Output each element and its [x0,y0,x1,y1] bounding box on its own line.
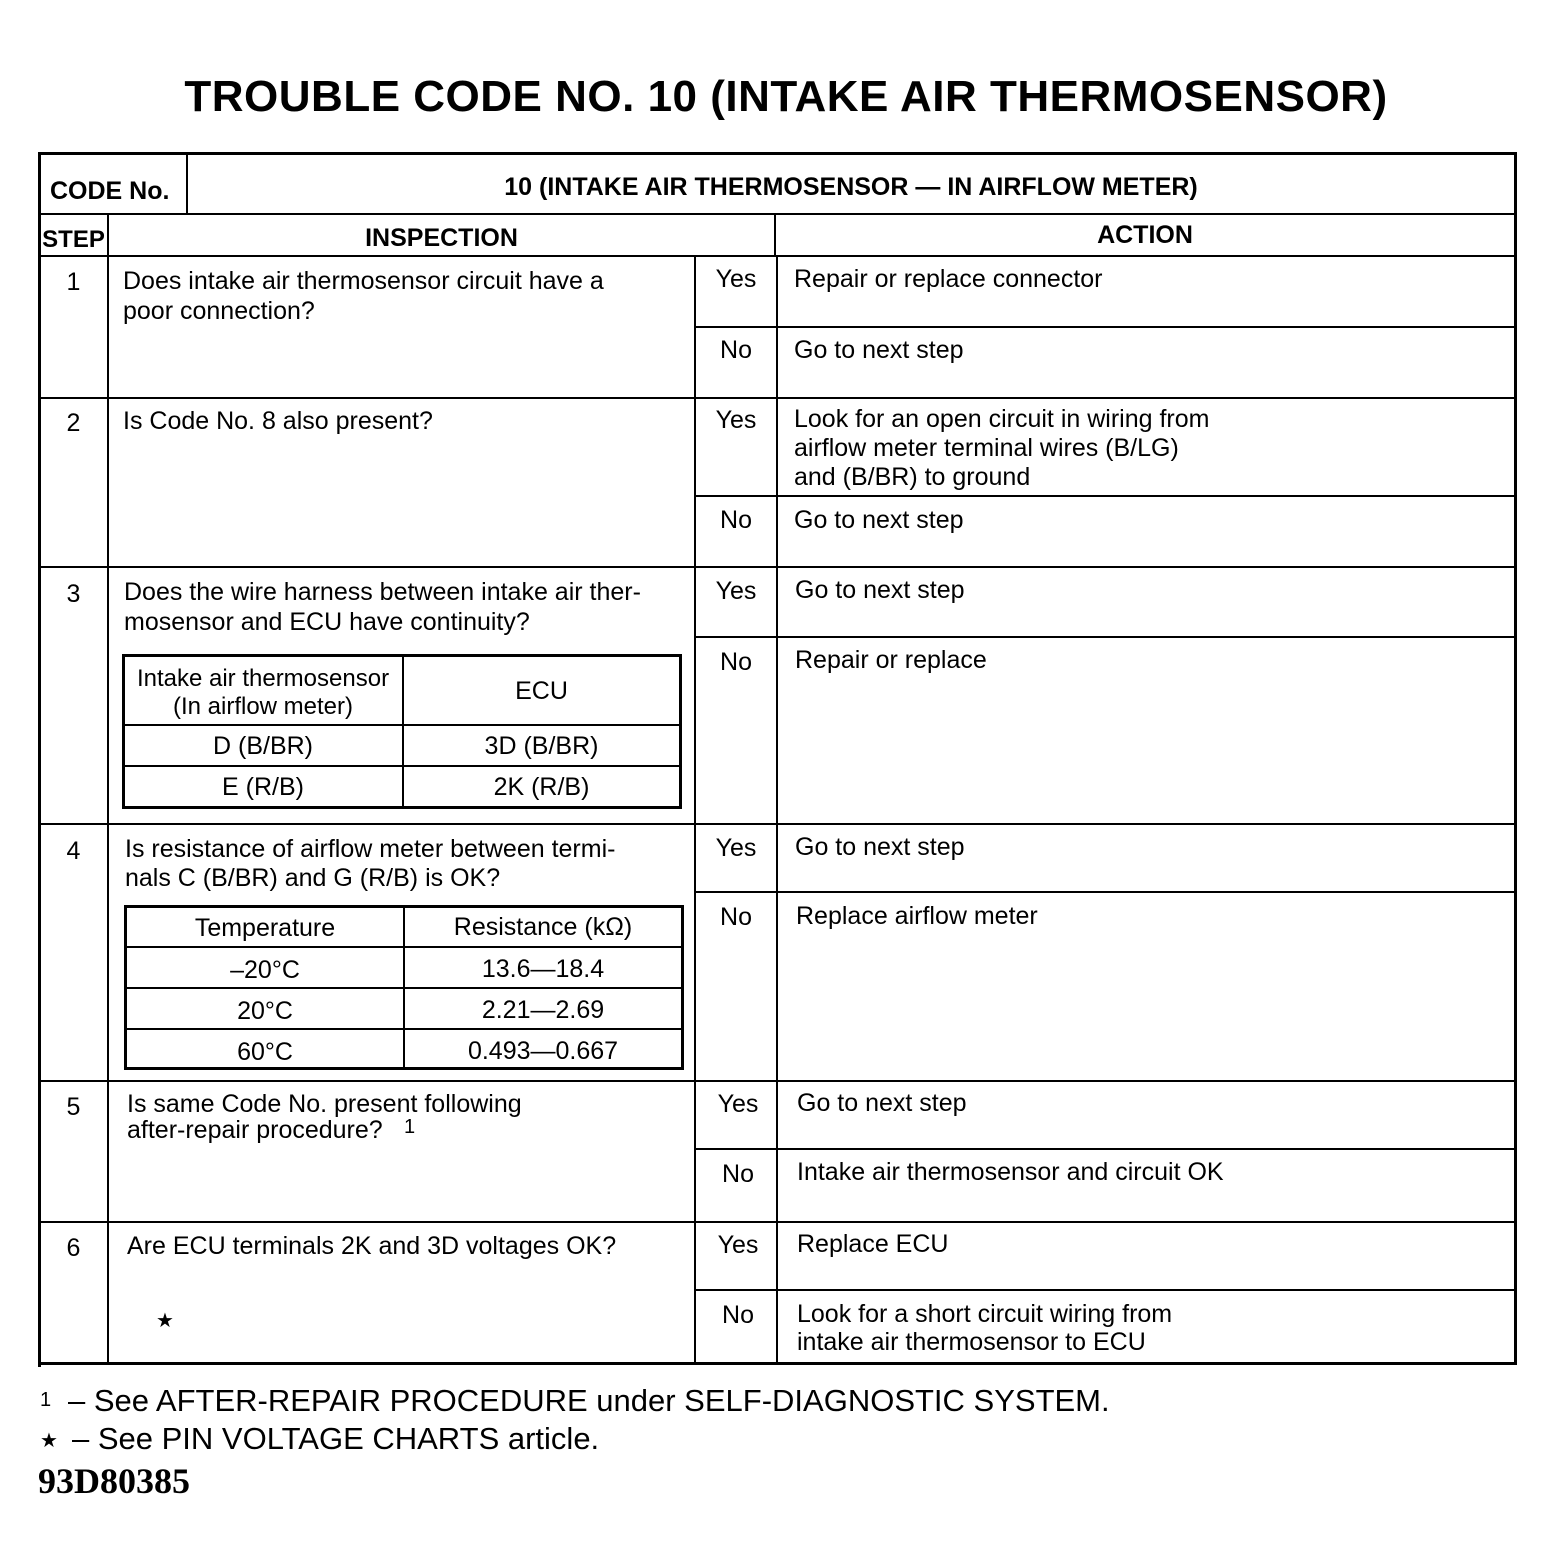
divider [694,326,1516,328]
inspection-question: mosensor and ECU have continuity? [124,608,530,636]
step-number: 5 [66,1093,81,1121]
divider [694,636,1516,638]
footnote-marker: 1 [404,1116,416,1138]
subtable-header: ECU [515,677,568,705]
code-no-value: 10 (INTAKE AIR THERMOSENSOR — IN AIRFLOW METER) [504,173,1198,201]
no-action: Replace airflow meter [796,902,1038,930]
subtable-cell: 20°C [237,997,293,1025]
star-icon: ★ [40,1430,58,1452]
no-label: No [720,336,752,364]
divider [124,987,684,989]
no-action: Intake air thermosensor and circuit OK [797,1158,1224,1186]
yes-label: Yes [715,406,757,434]
divider [38,213,1516,215]
no-action: Go to next step [794,336,964,364]
divider [38,823,1516,825]
yes-label: Yes [717,1231,759,1259]
yes-action: Go to next step [795,833,965,861]
divider [38,397,1516,399]
no-label: No [722,1301,754,1329]
yes-action: Go to next step [797,1089,967,1117]
inspection-question: nals C (B/BR) and G (R/B) is OK? [125,864,501,892]
page-title: TROUBLE CODE NO. 10 (INTAKE AIR THERMOSENSOR) [184,72,1388,121]
divider [38,1080,1516,1082]
no-label: No [720,506,752,534]
inspection-question: Are ECU terminals 2K and 3D voltages OK? [127,1232,617,1260]
divider [694,1289,1516,1291]
subtable-header: Resistance (kΩ) [453,913,633,941]
divider [694,891,1516,893]
step-column-header: STEP [42,226,105,253]
divider [694,1148,1516,1150]
footnote-text: – See AFTER-REPAIR PROCEDURE under SELF-DIAGNOSTIC SYSTEM. [68,1383,1110,1418]
yes-action: and (B/BR) to ground [794,463,1031,491]
divider [122,724,682,726]
document-id: 93D80385 [38,1461,190,1501]
no-action: Look for a short circuit wiring from [797,1300,1173,1328]
subtable-header: Intake air thermosensor [136,665,390,692]
subtable-cell: –20°C [230,956,300,984]
code-no-label: CODE No. [50,177,170,205]
subtable-cell: D (B/BR) [213,732,313,760]
subtable-cell: 3D (B/BR) [484,732,599,760]
subtable-cell: E (R/B) [222,773,304,801]
divider [679,654,682,809]
yes-label: Yes [715,834,757,862]
subtable-header: (In airflow meter) [172,693,354,720]
divider [38,566,1516,568]
divider [124,1028,684,1030]
no-action: intake air thermosensor to ECU [797,1328,1146,1356]
table-border-bottom [41,1362,1517,1365]
table-border-left [38,152,41,1367]
subtable-cell: 2.21—2.69 [481,996,605,1024]
no-label: No [720,903,752,931]
star-icon: ★ [156,1310,174,1332]
inspection-question: Is resistance of airflow meter between termi- [125,835,616,863]
divider [776,257,778,1365]
step-number: 1 [66,268,81,296]
inspection-question: Is same Code No. present following [127,1090,522,1118]
step-number: 2 [66,409,81,437]
step-number: 6 [66,1234,81,1262]
divider [694,495,1516,497]
step-number: 3 [66,580,81,608]
footnote-text: – See PIN VOLTAGE CHARTS article. [72,1421,600,1456]
yes-action: airflow meter terminal wires (B/LG) [794,434,1179,462]
no-label: No [722,1160,754,1188]
yes-label: Yes [715,265,757,293]
table-border-top [38,152,1516,155]
no-label: No [720,648,752,676]
inspection-question: after-repair procedure? [127,1116,383,1144]
yes-label: Yes [715,577,757,605]
footnote-marker: 1 [40,1389,52,1411]
divider [122,765,682,767]
yes-action: Repair or replace connector [794,265,1103,293]
action-column-header: ACTION [1097,221,1193,249]
no-action: Repair or replace [795,646,987,674]
inspection-column-header: INSPECTION [365,224,518,252]
divider [124,946,684,948]
inspection-question: Does intake air thermosensor circuit have a [123,267,604,295]
yes-label: Yes [717,1090,759,1118]
subtable-cell: 0.493—0.667 [467,1037,619,1065]
divider [107,215,109,1365]
yes-action: Look for an open circuit in wiring from [794,405,1210,433]
subtable-header: Temperature [194,914,336,942]
inspection-question: Is Code No. 8 also present? [123,407,433,435]
step-number: 4 [66,837,81,865]
yes-action: Replace ECU [797,1230,949,1258]
table-border-right [1514,152,1517,1362]
no-action: Go to next step [794,506,964,534]
yes-action: Go to next step [795,576,965,604]
divider [38,1221,1516,1223]
subtable-cell: 60°C [237,1038,293,1066]
inspection-question: Does the wire harness between intake air ther- [124,578,641,606]
subtable-cell: 13.6—18.4 [481,955,605,983]
inspection-question: poor connection? [123,297,315,325]
subtable-cell: 2K (R/B) [493,773,590,801]
